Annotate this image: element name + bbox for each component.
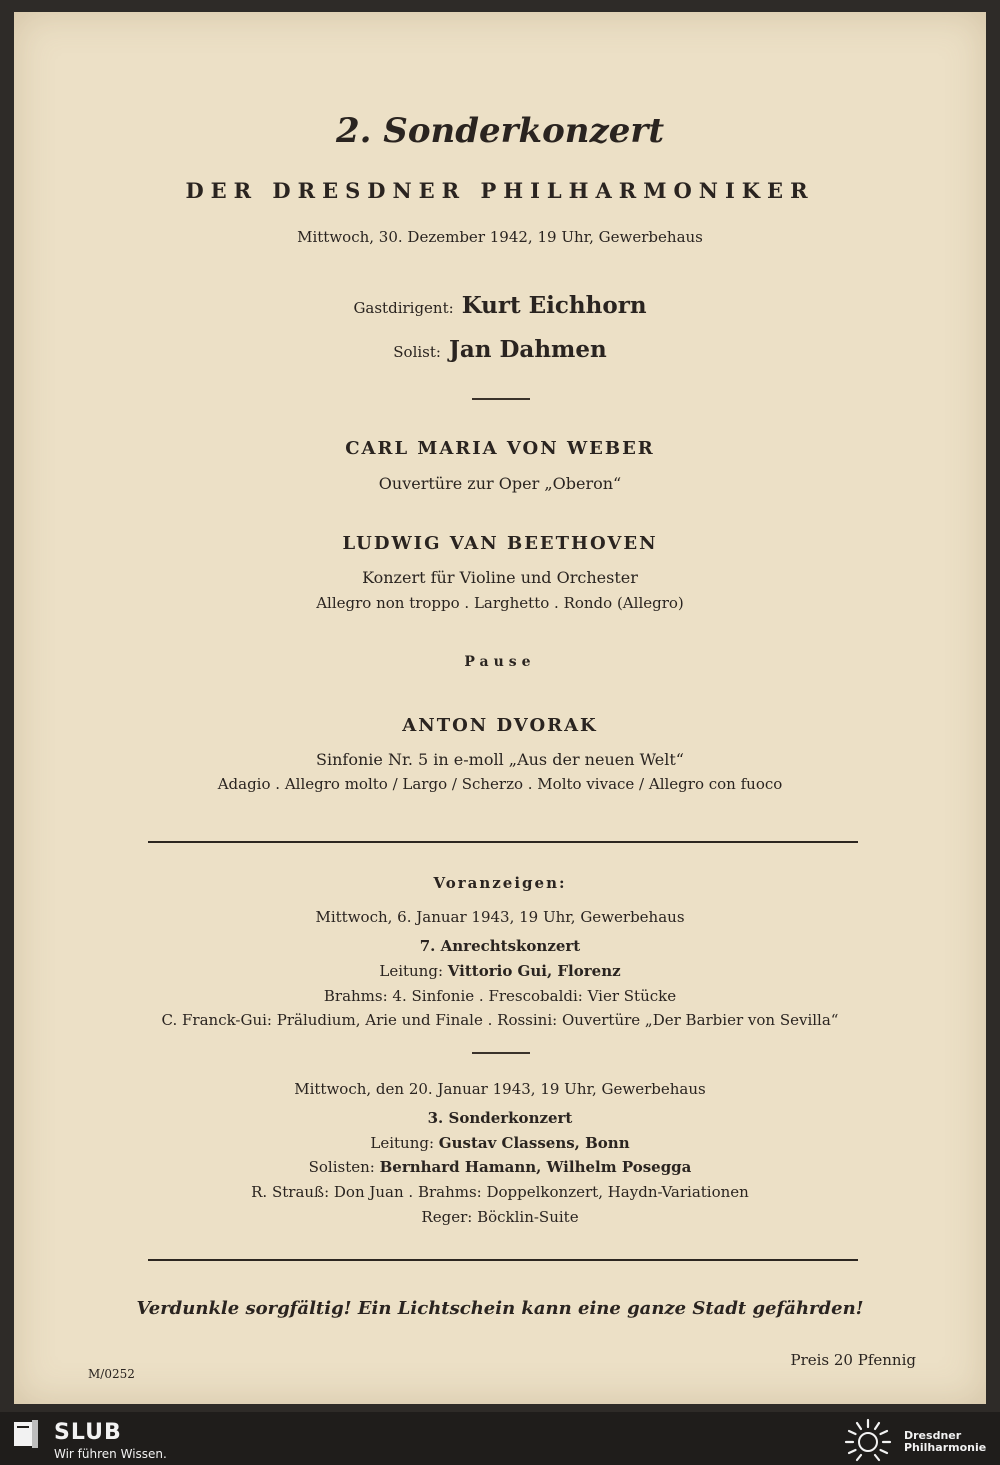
announcements-heading: Voranzeigen: — [433, 874, 567, 892]
price: Preis 20 Pfennig — [790, 1351, 916, 1369]
concert-title: 2. Sonderkonzert — [335, 111, 665, 151]
event-date: Mittwoch, den 20. Januar 1943, 19 Uhr, Gewerbehaus — [294, 1080, 706, 1098]
soloist-line — [0, 338, 1000, 361]
slub-logo-text: SLUB — [54, 1420, 122, 1445]
footer-bar — [0, 1412, 1000, 1465]
conductor-label: Gastdirigent: — [353, 299, 454, 317]
section-divider — [148, 1259, 858, 1261]
soloist-name: Jan Dahmen — [448, 336, 607, 363]
movements-dvorak: Adagio . Allegro molto / Largo / Scherzo . Molto vivace / Allegro con fuoco — [217, 775, 783, 793]
event-program: C. Franck-Gui: Präludium, Arie und Finale . Rossini: Ouvertüre „Der Barbier von Sevilla“ — [161, 1011, 839, 1029]
philharmonie-logo-text — [904, 1430, 996, 1454]
philharmonie-name-line2: Philharmonie — [904, 1441, 987, 1454]
event-leader-line — [0, 964, 1000, 979]
event-leader-line — [0, 1136, 1000, 1151]
movements-beethoven: Allegro non troppo . Larghetto . Rondo (Allegro) — [316, 594, 684, 612]
work-beethoven: Konzert für Violine und Orchester — [362, 568, 638, 587]
composer-beethoven: LUDWIG VAN BEETHOVEN — [342, 533, 658, 554]
concert-date: Mittwoch, 30. Dezember 1942, 19 Uhr, Gewerbehaus — [297, 228, 703, 246]
event-name: 3. Sonderkonzert — [427, 1109, 573, 1127]
orchestra-name: DER DRESDNER PHILHARMONIKER — [185, 178, 815, 203]
event-date: Mittwoch, 6. Januar 1943, 19 Uhr, Gewerbehaus — [315, 908, 685, 926]
philharmonie-name-line1: Dresdner — [904, 1429, 962, 1442]
event-program: Brahms: 4. Sinfonie . Frescobaldi: Vier Stücke — [323, 987, 677, 1005]
blackout-warning: Verdunkle sorgfältig! Ein Lichtschein kann eine ganze Stadt gefährden! — [136, 1298, 864, 1319]
composer-dvorak: ANTON DVORAK — [402, 715, 598, 736]
soloist-label: Solist: — [393, 343, 441, 361]
event-name: 7. Anrechtskonzert — [419, 937, 581, 955]
slub-tagline: Wir führen Wissen. — [54, 1447, 167, 1461]
soloists-label: Solisten: — [308, 1158, 375, 1176]
divider — [472, 1052, 530, 1054]
slub-logo-icon — [12, 1418, 40, 1450]
conductor-line — [0, 294, 1000, 317]
divider — [472, 398, 530, 400]
event-program: Reger: Böcklin-Suite — [421, 1208, 579, 1226]
catalog-code: M/0252 — [88, 1367, 135, 1381]
pause-label: Pause — [464, 654, 536, 670]
leader-name: Gustav Classens, Bonn — [438, 1134, 630, 1152]
work-dvorak: Sinfonie Nr. 5 in e-moll „Aus der neuen Welt“ — [316, 750, 684, 769]
philharmonie-logo-icon — [842, 1416, 894, 1462]
composer-weber: CARL MARIA VON WEBER — [345, 438, 655, 459]
leader-label: Leitung: — [379, 962, 443, 980]
leader-name: Vittorio Gui, Florenz — [447, 962, 621, 980]
leader-label: Leitung: — [370, 1134, 435, 1152]
section-divider — [148, 841, 858, 843]
soloists-names: Bernhard Hamann, Wilhelm Posegga — [379, 1158, 692, 1176]
work-weber: Ouvertüre zur Oper „Oberon“ — [378, 474, 622, 493]
event-program: R. Strauß: Don Juan . Brahms: Doppelkonzert, Haydn-Variationen — [251, 1183, 749, 1201]
event-soloists-line — [0, 1160, 1000, 1175]
conductor-name: Kurt Eichhorn — [461, 292, 647, 319]
